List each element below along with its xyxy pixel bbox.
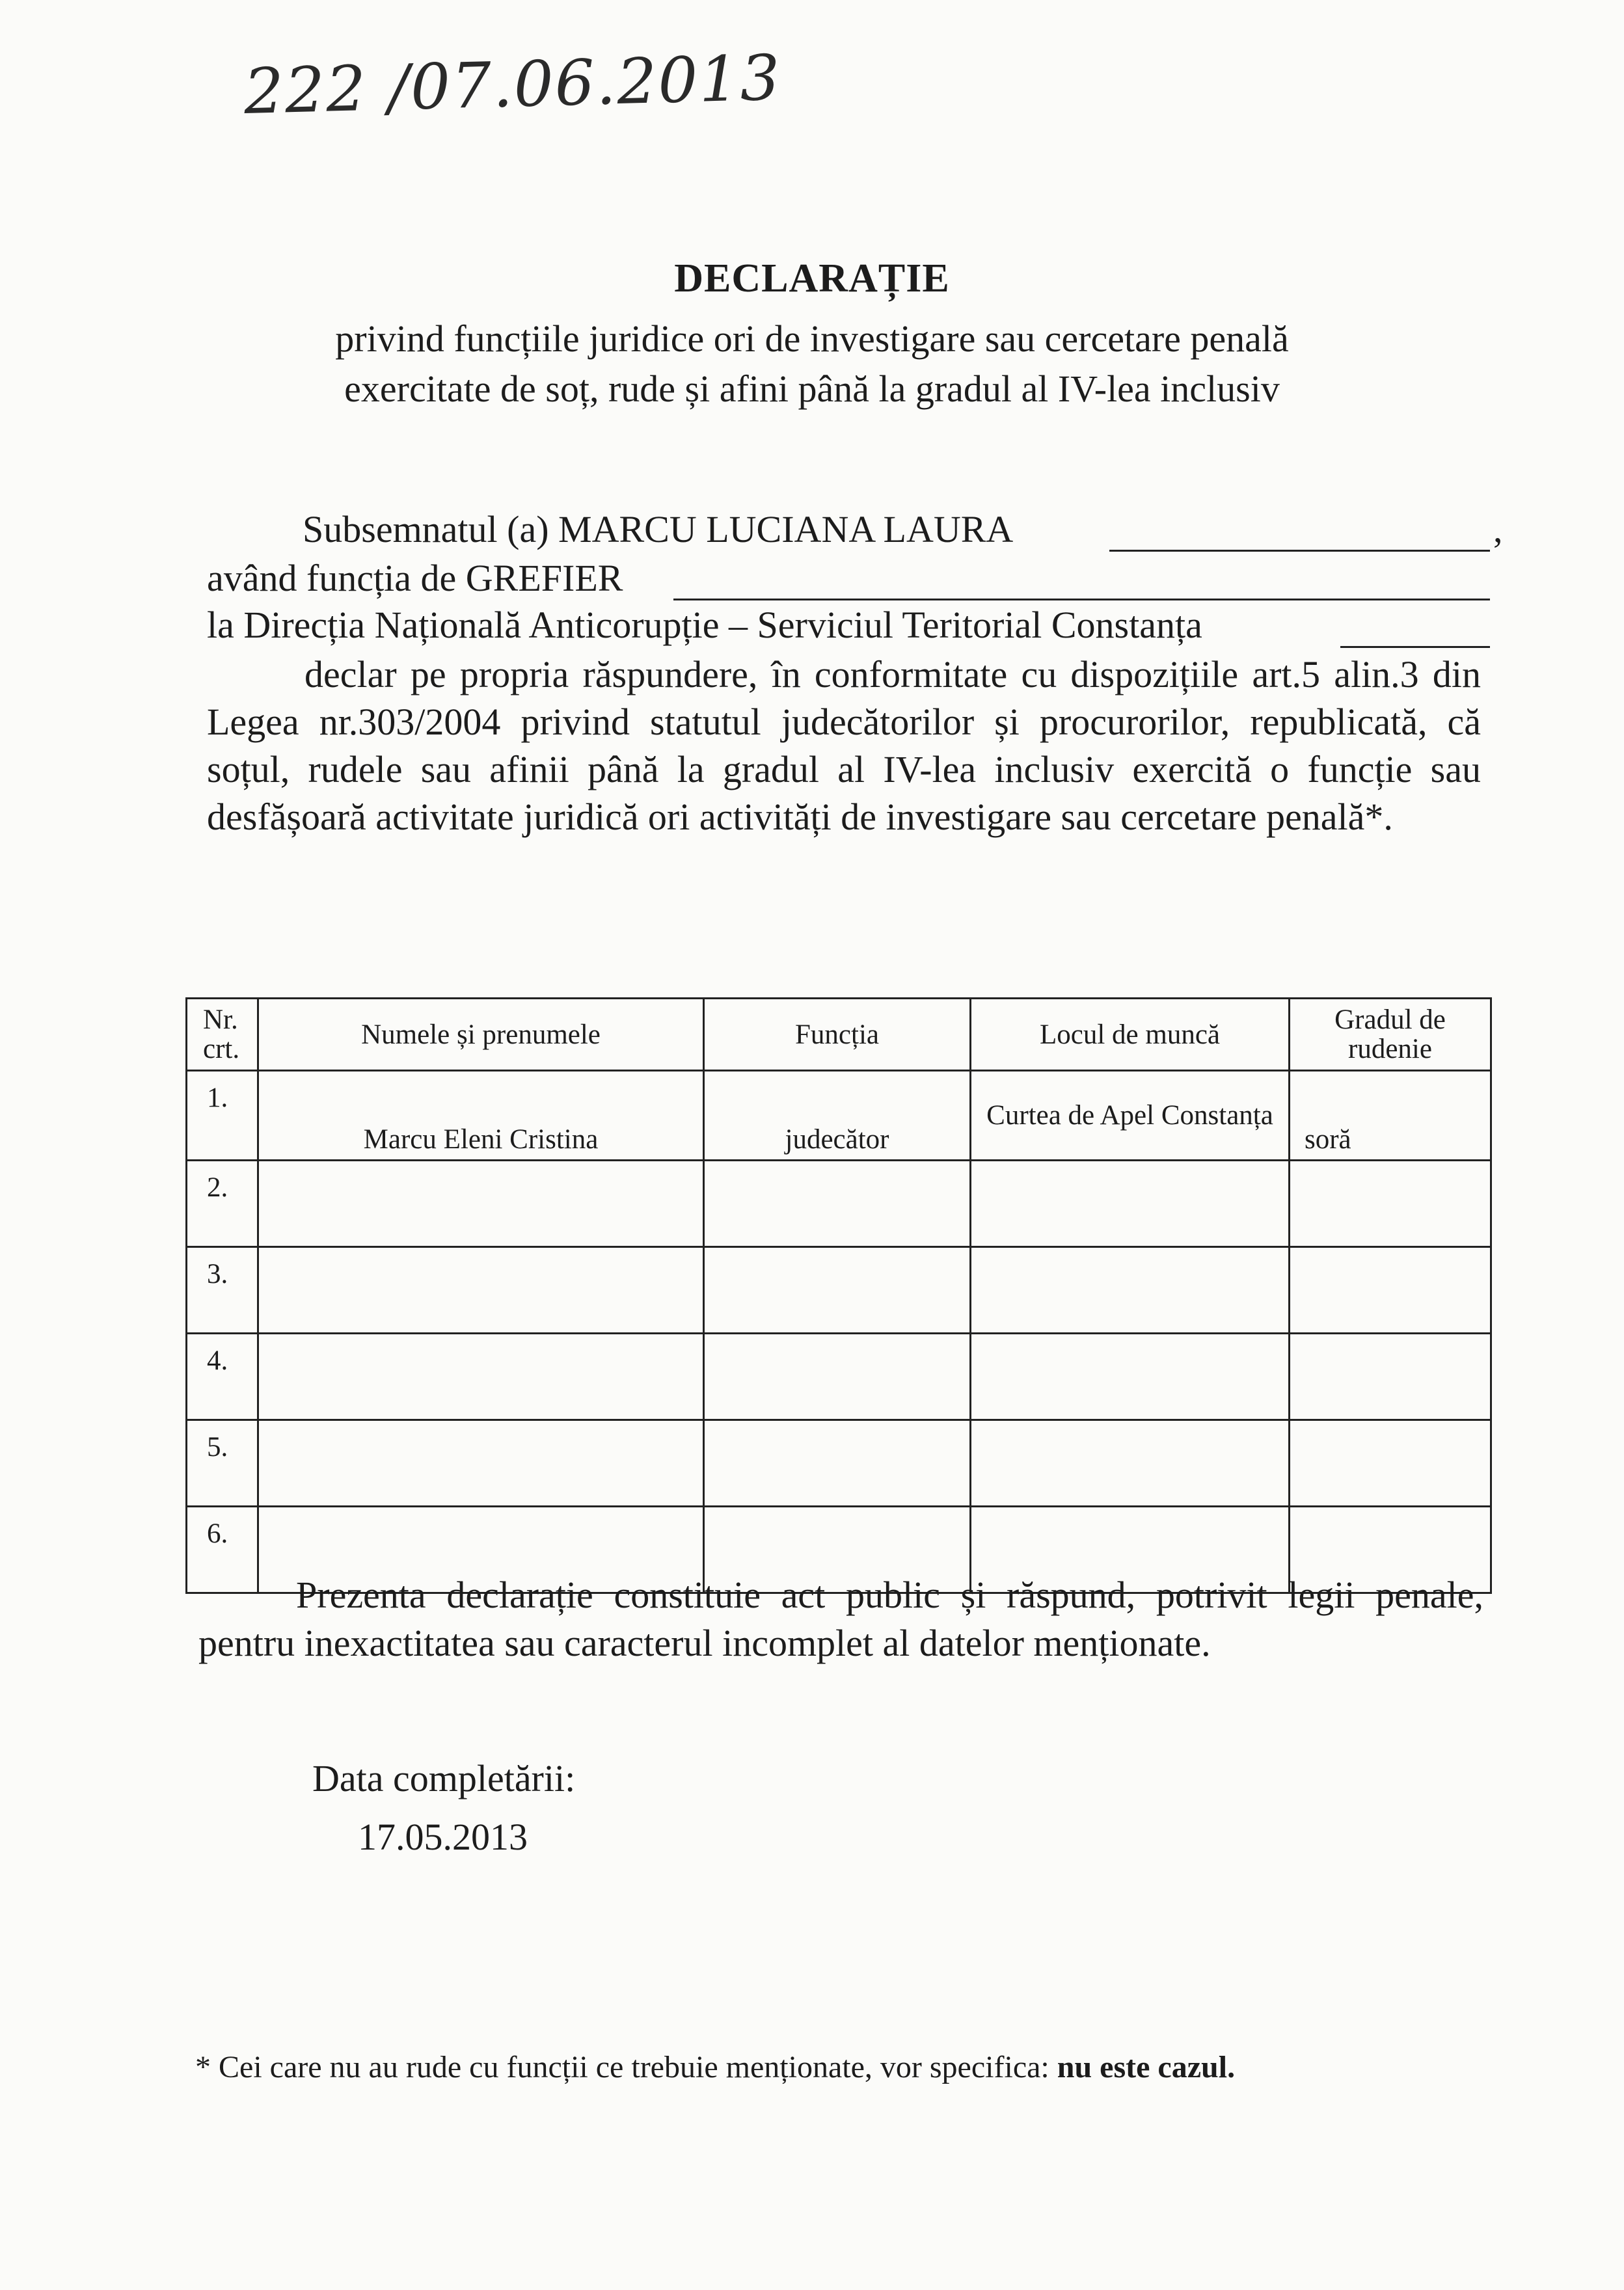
declarant-function-line: având funcția de GREFIER xyxy=(207,557,623,599)
cell-function xyxy=(704,1334,971,1420)
cell-workplace: Curtea de Apel Constanța xyxy=(971,1071,1290,1161)
date-value: 17.05.2013 xyxy=(358,1816,528,1858)
cell-function: judecător xyxy=(704,1071,971,1161)
cell-degree: soră xyxy=(1290,1071,1491,1161)
cell-name: Marcu Eleni Cristina xyxy=(258,1071,704,1161)
cell-nr: 4. xyxy=(187,1334,258,1420)
table-row xyxy=(187,1071,1491,1161)
cell-nr: 1. xyxy=(187,1071,258,1161)
relatives-table xyxy=(185,997,1492,1594)
table-row xyxy=(187,1420,1491,1507)
date-label: Data completării: xyxy=(312,1757,576,1799)
cell-degree xyxy=(1290,1161,1491,1247)
name-fill-line xyxy=(1109,550,1490,552)
cell-function xyxy=(704,1247,971,1334)
cell-workplace xyxy=(971,1420,1290,1507)
footnote-bold: nu este cazul. xyxy=(1057,2050,1236,2084)
header-function: Funcția xyxy=(704,999,971,1071)
subtitle-line-2: exercitate de soț, rude și afini până la gradul al IV-lea inclusiv xyxy=(344,368,1280,410)
header-degree: Gradul de rudenie xyxy=(1290,999,1491,1071)
footnote xyxy=(195,2049,1235,2085)
cell-nr: 5. xyxy=(187,1420,258,1507)
registration-number-handwritten: 222 /07.06.2013 xyxy=(243,41,782,128)
name-line-comma: , xyxy=(1493,508,1503,550)
institution-fill-line xyxy=(1340,646,1490,648)
document-title: DECLARAȚIE xyxy=(674,256,950,301)
table-row xyxy=(187,1334,1491,1420)
cell-name xyxy=(258,1161,704,1247)
closing-paragraph: Prezenta declarație constituie act public și răspund, potrivit legii penale, pentru inexactitatea sau caracterul incomplet al datelor menționate. xyxy=(198,1574,1483,1664)
cell-workplace xyxy=(971,1247,1290,1334)
cell-function xyxy=(704,1161,971,1247)
declarant-name-line: Subsemnatul (a) MARCU LUCIANA LAURA xyxy=(303,508,1014,550)
function-fill-line xyxy=(673,599,1490,600)
table-header-row xyxy=(187,999,1491,1071)
cell-degree xyxy=(1290,1247,1491,1334)
cell-workplace xyxy=(971,1334,1290,1420)
cell-nr: 6. xyxy=(187,1507,258,1593)
declarant-institution-line: la Direcția Națională Anticorupție – Serviciul Teritorial Constanța xyxy=(207,604,1202,646)
header-nr: Nr. crt. xyxy=(187,999,258,1071)
table-row xyxy=(187,1161,1491,1247)
cell-function xyxy=(704,1420,971,1507)
cell-nr: 2. xyxy=(187,1161,258,1247)
statement-paragraph: declar pe propria răspundere, în conformitate cu dispozițiile art.5 alin.3 din Legea nr.303/2004 privind statutul judecătorilor și procurorilor, republicată, că soțul, rudele sau afinii până la gradul al IV-lea inclusiv exercită o funcție sau desfășoară activitate juridică ori activități de investigare sau cercetare penală*. xyxy=(207,653,1481,838)
cell-nr: 3. xyxy=(187,1247,258,1334)
cell-workplace xyxy=(971,1161,1290,1247)
cell-name xyxy=(258,1420,704,1507)
cell-degree xyxy=(1290,1420,1491,1507)
header-workplace: Locul de muncă xyxy=(971,999,1290,1071)
cell-name xyxy=(258,1334,704,1420)
subtitle-line-1: privind funcțiile juridice ori de investigare sau cercetare penală xyxy=(335,317,1289,360)
cell-name xyxy=(258,1247,704,1334)
table-row xyxy=(187,1247,1491,1334)
header-name: Numele și prenumele xyxy=(258,999,704,1071)
footnote-text: * Cei care nu au rude cu funcții ce trebuie menționate, vor specifica: xyxy=(195,2050,1049,2084)
cell-degree xyxy=(1290,1334,1491,1420)
